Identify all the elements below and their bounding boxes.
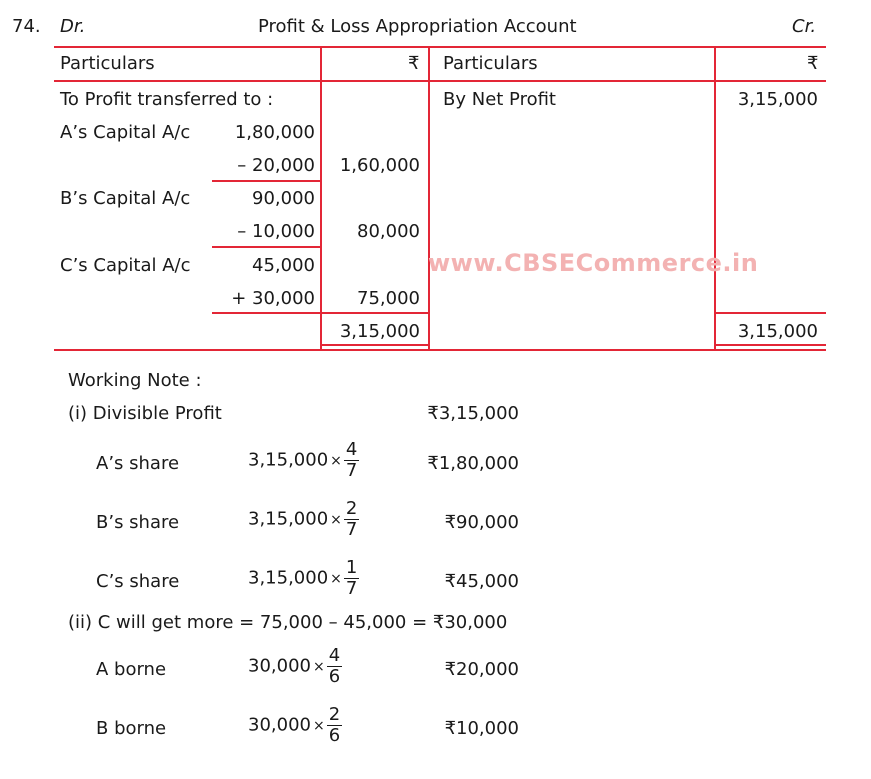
times-sign: ×	[330, 511, 342, 528]
borne-formula	[248, 705, 342, 746]
rule-top	[54, 46, 826, 48]
fraction	[327, 705, 342, 746]
denominator: 7	[345, 519, 358, 540]
c-capital-amount: 45,000	[252, 255, 315, 276]
borne-formula	[248, 646, 342, 687]
fraction	[327, 646, 342, 687]
working-note-heading: Working Note :	[68, 370, 202, 391]
denominator: 6	[328, 666, 341, 687]
borne-row-a	[0, 644, 871, 694]
denominator: 7	[345, 460, 358, 481]
share-label: C’s share	[96, 571, 180, 592]
watermark-text: www.CBSECommerce.in	[428, 249, 759, 277]
right-grand-total: 3,15,000	[737, 321, 818, 342]
borne-label: A borne	[96, 659, 167, 680]
numerator: 2	[328, 704, 341, 725]
left-grand-total: 3,15,000	[339, 321, 420, 342]
b-capital-amount: 90,000	[252, 188, 315, 209]
account-title: Profit & Loss Appropriation Account	[258, 16, 577, 37]
rule-header	[54, 80, 826, 82]
fraction	[344, 440, 359, 481]
formula-base: 30,000	[248, 655, 311, 677]
share-result: ₹90,000	[444, 512, 519, 533]
times-sign: ×	[330, 452, 342, 469]
formula-base: 3,15,000	[248, 567, 329, 589]
a-capital-label: A’s Capital A/c	[60, 122, 191, 143]
rule-bottom	[54, 349, 826, 351]
col-rupee-left: ₹	[408, 53, 420, 74]
times-sign: ×	[312, 717, 325, 734]
to-profit-label: To Profit transferred to :	[60, 89, 274, 110]
rule-col-2	[428, 46, 430, 350]
times-sign: ×	[330, 570, 342, 587]
fraction	[344, 558, 359, 599]
numerator: 4	[345, 439, 358, 460]
a-capital-amount: 1,80,000	[234, 122, 315, 143]
c-capital-total: 75,000	[357, 288, 420, 309]
c-capital-adjust: + 30,000	[231, 288, 315, 309]
question-number: 74.	[12, 16, 41, 37]
debit-label: Dr.	[60, 16, 86, 37]
fraction	[344, 499, 359, 540]
formula-base: 30,000	[248, 714, 311, 736]
col-rupee-right: ₹	[807, 53, 819, 74]
numerator: 2	[345, 498, 358, 519]
rule-col-3	[714, 46, 716, 350]
share-formula	[248, 440, 359, 481]
c-gets-more-line: (ii) C will get more = 75,000 – 45,000 = ₹30,000	[68, 612, 508, 633]
divisible-profit-label: (i) Divisible Profit	[68, 403, 222, 424]
rule-b-sub	[212, 246, 320, 248]
denominator: 6	[328, 725, 341, 746]
borne-row-b	[0, 703, 871, 753]
numerator: 4	[328, 645, 341, 666]
col-particulars-right: Particulars	[443, 53, 538, 74]
b-capital-label: B’s Capital A/c	[60, 188, 191, 209]
formula-base: 3,15,000	[248, 508, 329, 530]
share-row-b	[0, 497, 871, 547]
share-formula	[248, 499, 359, 540]
share-formula	[248, 558, 359, 599]
a-capital-total: 1,60,000	[339, 155, 420, 176]
b-capital-total: 80,000	[357, 221, 420, 242]
net-profit-amount: 3,15,000	[737, 89, 818, 110]
rule-right-total-top	[714, 344, 826, 346]
c-capital-label: C’s Capital A/c	[60, 255, 191, 276]
divisible-profit-value: ₹3,15,000	[427, 403, 519, 424]
a-capital-adjust: – 20,000	[237, 155, 315, 176]
share-label: A’s share	[96, 453, 180, 474]
times-sign: ×	[312, 658, 325, 675]
borne-result: ₹10,000	[444, 718, 519, 739]
denominator: 7	[345, 578, 358, 599]
share-label: B’s share	[96, 512, 180, 533]
by-net-profit-label: By Net Profit	[443, 89, 556, 110]
numerator: 1	[345, 557, 358, 578]
rule-col-1	[320, 46, 322, 350]
credit-label: Cr.	[792, 16, 817, 37]
borne-label: B borne	[96, 718, 167, 739]
share-row-c	[0, 556, 871, 606]
share-row-a	[0, 438, 871, 488]
share-result: ₹1,80,000	[427, 453, 519, 474]
b-capital-adjust: – 10,000	[237, 221, 315, 242]
rule-c-sub	[212, 312, 428, 314]
formula-base: 3,15,000	[248, 449, 329, 471]
rule-a-sub	[212, 180, 320, 182]
borne-result: ₹20,000	[444, 659, 519, 680]
col-particulars-left: Particulars	[60, 53, 155, 74]
rule-right-sub	[714, 312, 826, 314]
rule-left-total-top	[320, 344, 428, 346]
share-result: ₹45,000	[444, 571, 519, 592]
